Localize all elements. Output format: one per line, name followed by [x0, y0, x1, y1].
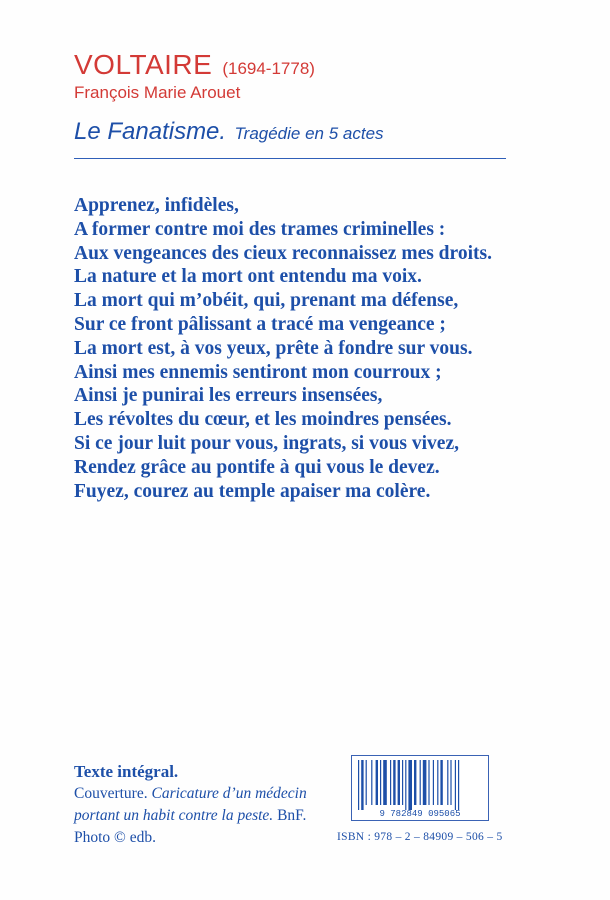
- title-line: [74, 118, 384, 146]
- work-title: Le Fanatisme.: [74, 118, 227, 145]
- barcode-bar: [423, 760, 427, 805]
- barcode-bar: [380, 760, 381, 805]
- poem-line: La mort qui m’obéit, qui, prenant ma défense,: [74, 290, 459, 312]
- cover-credits: [74, 783, 324, 849]
- work-subtitle: Tragédie en 5 actes: [234, 124, 384, 143]
- poem-line: Apprenez, infidèles,: [74, 195, 239, 216]
- isbn-number: ISBN : 978 – 2 – 84909 – 506 – 5: [337, 831, 503, 843]
- barcode-bar: [371, 760, 372, 805]
- cover-caption: Caricature d’un médecin portant un habit contre la peste.: [74, 785, 307, 824]
- poem-line: La nature et la mort ont entendu ma voix.: [74, 266, 422, 288]
- integral-text-label: Texte intégral.: [74, 762, 179, 781]
- author-real-name: François Marie Arouet: [74, 83, 241, 102]
- barcode-bar: [383, 760, 387, 805]
- barcode-bar: [366, 760, 367, 805]
- poem-line: Ainsi mes ennemis sentiront mon courroux ;: [74, 361, 442, 383]
- barcode-bar: [455, 760, 456, 810]
- barcode-bar: [450, 760, 451, 805]
- barcode-bar: [376, 760, 378, 805]
- poem-line: Ainsi je punirai les erreurs insensées,: [74, 385, 383, 407]
- barcode-bar: [361, 760, 363, 810]
- title-divider: [74, 158, 506, 159]
- poem-line: Sur ce front pâlissant a tracé ma vengeance ;: [74, 313, 446, 335]
- barcode-bar: [414, 760, 416, 805]
- photo-credit: Photo © edb.: [74, 829, 156, 846]
- barcode-bar: [428, 760, 429, 805]
- poem-line: A former contre moi des trames criminelles :: [74, 218, 446, 240]
- poem-line: Rendez grâce au pontife à qui vous le devez.: [74, 456, 440, 478]
- barcode-bar: [402, 760, 403, 805]
- barcode-bar: [393, 760, 395, 805]
- barcode-bar: [405, 760, 406, 810]
- barcode-bar: [440, 760, 442, 805]
- poem-line: Fuyez, courez au temple apaiser ma colère.: [74, 480, 431, 502]
- barcode: [351, 755, 489, 821]
- barcode-bar: [420, 760, 421, 805]
- barcode-bar: [398, 760, 400, 805]
- barcode-bar: [358, 760, 359, 810]
- poem-line: Aux vengeances des cieux reconnaissez mes droits.: [74, 242, 492, 264]
- author-name: VOLTAIRE: [74, 49, 213, 80]
- barcode-bar: [390, 760, 391, 805]
- barcode-digits: 9 782849 095065: [379, 809, 461, 819]
- poem-line: Si ce jour luit pour vous, ingrats, si vous vivez,: [74, 432, 459, 454]
- author-dates: (1694-1778): [222, 59, 315, 78]
- cover-label: Couverture.: [74, 785, 148, 802]
- barcode-graphic: [352, 756, 488, 820]
- credits-block: [74, 761, 324, 849]
- author-line: [74, 49, 315, 81]
- barcode-bar: [447, 760, 448, 805]
- barcode-bar: [458, 760, 459, 810]
- poem-line: La mort est, à vos yeux, prête à fondre sur vous.: [74, 337, 473, 359]
- poem-excerpt: [74, 194, 492, 503]
- poem-line: Les révoltes du cœur, et les moindres pensées.: [74, 409, 452, 431]
- cover-source: BnF.: [277, 807, 307, 824]
- barcode-bar: [437, 760, 438, 805]
- barcode-bar: [408, 760, 412, 810]
- barcode-bar: [433, 760, 434, 805]
